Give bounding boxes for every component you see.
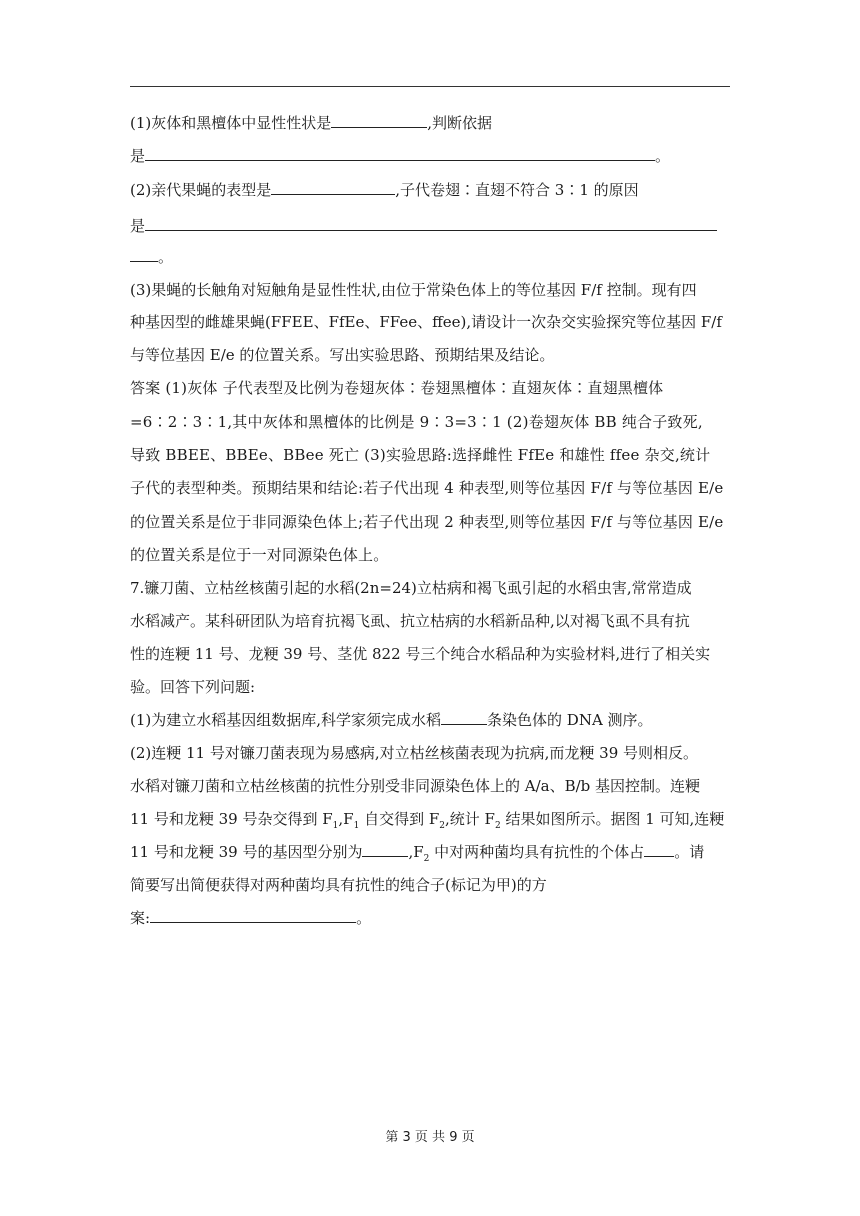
q6-part2-line2: [130, 216, 717, 236]
answer-blank[interactable]: [362, 842, 408, 857]
q6-part2-line3: [130, 247, 173, 267]
q6-part3-line2: 种基因型的雌雄果蝇(FFEE、FfEe、FFee、ffee),请设计一次杂交实验探究等位基因 F/f: [130, 313, 722, 331]
q7-s2-text: 11 号和龙粳 39 号的基因型分别为: [130, 843, 363, 861]
q6-p1-text-c: 是: [130, 147, 146, 165]
q6-p1-text-b: ,判断依据: [427, 114, 493, 132]
top-rule: [130, 86, 730, 87]
subscript: 1: [353, 821, 360, 831]
answer-blank[interactable]: [145, 146, 655, 161]
answer-blank[interactable]: [145, 216, 717, 231]
answer-line5: 的位置关系是位于非同源染色体上;若子代出现 2 种表型,则等位基因 F/f 与等位基因 E/e: [130, 513, 724, 531]
q7-s2-text: 自交得到 F: [359, 810, 440, 828]
q6-p2-text-b: ,子代卷翅∶直翅不符合 3∶1 的原因: [395, 181, 639, 199]
answer-line3: 导致 BBEE、BBEe、BBee 死亡 (3)实验思路:选择雌性 FfEe 和雄性 ffee 杂交,统计: [130, 446, 711, 464]
q7-line1: 7.镰刀菌、立枯丝核菌引起的水稻(2n=24)立枯病和褐飞虱引起的水稻虫害,常常造成: [130, 579, 692, 597]
q7-s2-text: 结果如图所示。据图 1 可知,连粳: [500, 810, 725, 828]
q7-s2-text: ,F: [338, 810, 354, 828]
q6-p1-text: (1)灰体和黑檀体中显性性状是: [130, 114, 332, 132]
q6-part1-line1: [130, 113, 492, 133]
subscript: 1: [332, 821, 339, 831]
q7-s2-text: 。请: [674, 843, 705, 861]
q7-sub2-line2: 水稻对镰刀菌和立枯丝核菌的抗性分别受非同源染色体上的 A/a、B/b 基因控制。连粳: [130, 777, 701, 795]
q7-sub2-line3: [130, 809, 724, 836]
q7-line3: 性的连粳 11 号、龙粳 39 号、茎优 822 号三个纯合水稻品种为实验材料,进行了相关实: [130, 645, 711, 663]
q6-p2-text-d: 。: [158, 248, 174, 266]
q7-sub1: [130, 710, 653, 730]
answer-blank[interactable]: [130, 247, 158, 262]
subscript: 2: [423, 854, 430, 864]
q7-s2-text: 中对两种菌均具有抗性的个体占: [429, 843, 645, 861]
q6-p2-text-c: 是: [130, 217, 146, 235]
answer-line2: =6∶2∶3∶1,其中灰体和黑檀体的比例是 9∶3=3∶1 (2)卷翅灰体 BB 纯合子致死,: [130, 413, 703, 431]
q6-part3-line1: (3)果蝇的长触角对短触角是显性性状,由位于常染色体上的等位基因 F/f 控制。现有四: [130, 281, 697, 299]
answer-line4: 子代的表型种类。预期结果和结论:若子代出现 4 种表型,则等位基因 F/f 与等位基因 E/e: [130, 479, 724, 497]
answer-blank[interactable]: [150, 908, 356, 923]
q6-p1-text-d: 。: [655, 147, 671, 165]
answer-line6: 的位置关系是位于一对同源染色体上。: [130, 546, 389, 564]
q7-line2: 水稻减产。某科研团队为培育抗褐飞虱、抗立枯病的水稻新品种,以对褐飞虱不具有抗: [130, 612, 690, 630]
subscript: 2: [494, 821, 501, 831]
q6-part1-line2: [130, 146, 670, 166]
q6-part3-line3: 与等位基因 E/e 的位置关系。写出实验思路、预期结果及结论。: [130, 346, 555, 364]
q7-s2-text: 。: [356, 909, 372, 927]
q7-s2-text: ,统计 F: [445, 810, 495, 828]
q7-s1-text-b: 条染色体的 DNA 测序。: [487, 711, 653, 729]
q7-sub2-line6: [130, 908, 371, 928]
q7-s2-text: ,F: [408, 843, 424, 861]
answer-blank[interactable]: [644, 842, 674, 857]
q7-sub2-line5: 简要写出简便获得对两种菌均具有抗性的纯合子(标记为甲)的方: [130, 876, 547, 894]
answer-blank[interactable]: [271, 180, 395, 195]
q6-part2-line1: [130, 180, 639, 200]
q7-s2-text: 案:: [130, 909, 151, 927]
q7-sub2-line4: [130, 842, 704, 869]
answer-blank[interactable]: [331, 113, 427, 128]
subscript: 2: [439, 821, 445, 831]
page-footer: 第 3 页 共 9 页: [385, 1130, 475, 1145]
q7-s1-text: (1)为建立水稻基因组数据库,科学家须完成水稻: [130, 711, 442, 729]
q6-p2-text: (2)亲代果蝇的表型是: [130, 181, 272, 199]
q7-sub2-line1: (2)连粳 11 号对镰刀菌表现为易感病,对立枯丝核菌表现为抗病,而龙粳 39 号则相反。: [130, 744, 699, 762]
answer-line1: 答案 (1)灰体 子代表型及比例为卷翅灰体∶卷翅黑檀体∶直翅灰体∶直翅黑檀体: [130, 379, 664, 397]
q7-s2-text: 11 号和龙粳 39 号杂交得到 F: [130, 810, 333, 828]
answer-blank[interactable]: [441, 710, 487, 725]
q7-line4: 验。回答下列问题:: [130, 678, 256, 696]
